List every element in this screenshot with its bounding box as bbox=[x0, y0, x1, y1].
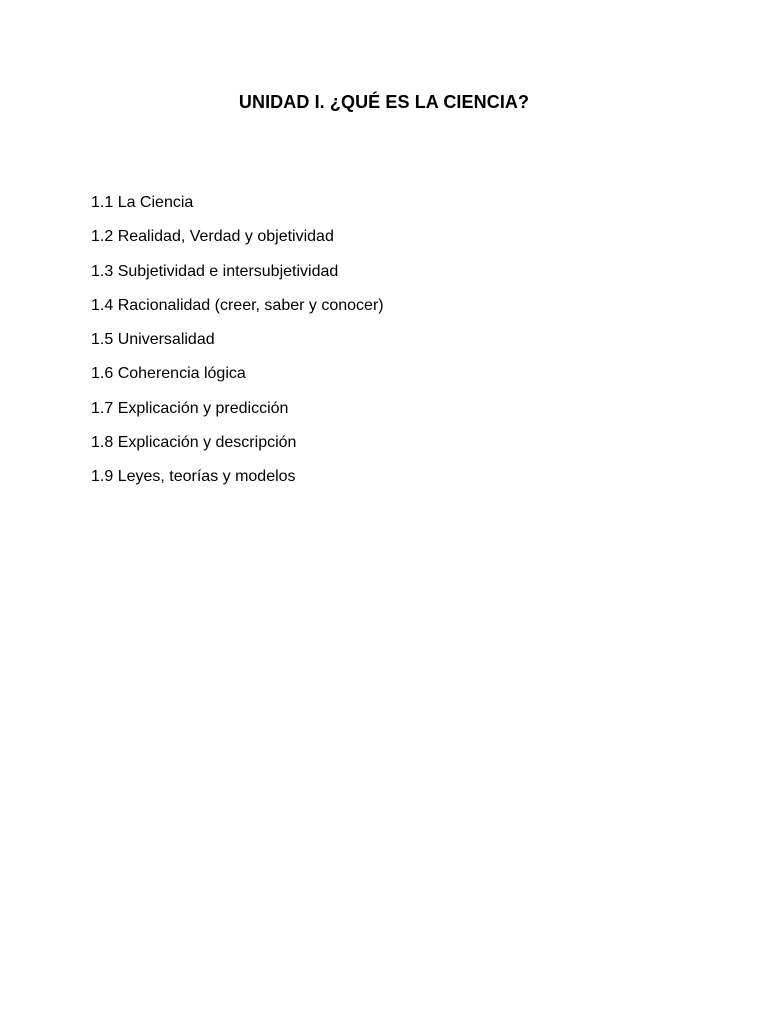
toc-item-1-6: 1.6 Coherencia lógica bbox=[91, 365, 246, 383]
table-of-contents bbox=[91, 192, 384, 501]
document-title: UNIDAD I. ¿QUÉ ES LA CIENCIA? bbox=[238, 92, 530, 112]
toc-item-1-8: 1.8 Explicación y descripción bbox=[91, 434, 297, 452]
toc-item-1-4: 1.4 Racionalidad (creer, saber y conocer) bbox=[91, 296, 384, 314]
toc-item-1-9: 1.9 Leyes, teorías y modelos bbox=[91, 468, 296, 486]
toc-item-1-2: 1.2 Realidad, Verdad y objetividad bbox=[91, 228, 334, 246]
toc-item-1-7: 1.7 Explicación y predicción bbox=[91, 399, 289, 417]
toc-item-1-3: 1.3 Subjetividad e intersubjetividad bbox=[91, 262, 339, 280]
toc-item-1-1: 1.1 La Ciencia bbox=[91, 194, 194, 211]
toc-item-1-5: 1.5 Universalidad bbox=[91, 331, 215, 349]
